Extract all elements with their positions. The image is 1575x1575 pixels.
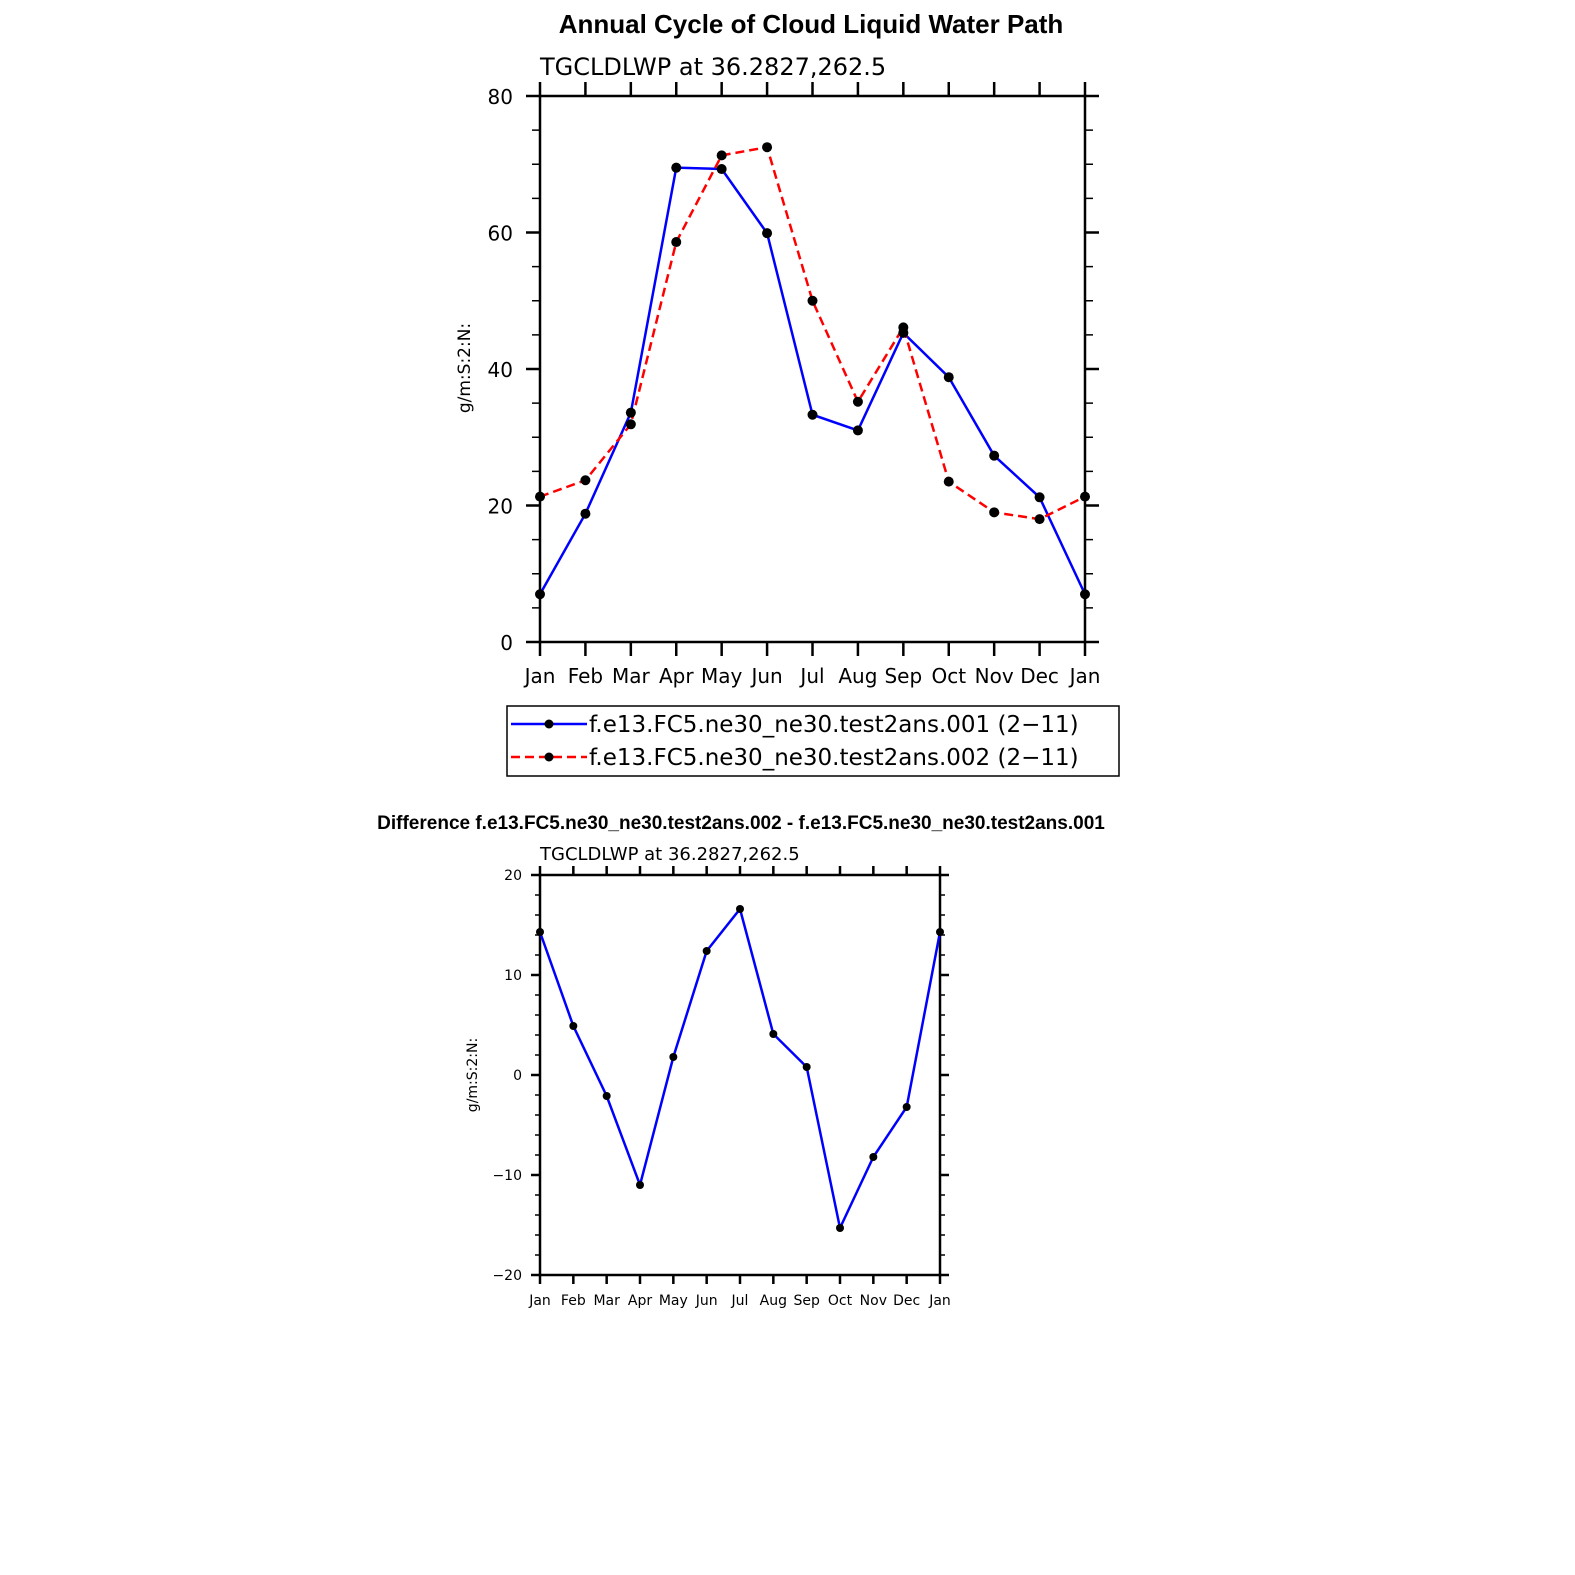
legend-marker-series1 <box>545 720 554 729</box>
data-point-series2 <box>898 322 908 332</box>
chart1 <box>455 9 1119 776</box>
chart1-x-tick-labels <box>523 664 1101 688</box>
data-point-series2 <box>853 397 863 407</box>
data-point-series2 <box>1080 492 1090 502</box>
x-tick-label: Jul <box>800 664 825 688</box>
chart1-legend <box>507 706 1119 776</box>
data-point-series2 <box>944 477 954 487</box>
data-point-series1 <box>671 163 681 173</box>
data-point-series2 <box>762 142 772 152</box>
x-tick-label: Aug <box>838 664 878 688</box>
data-point-series1 <box>580 509 590 519</box>
x-tick-label: Jan <box>1069 664 1101 688</box>
chart1-ticks <box>526 82 1099 656</box>
data-point-series2 <box>626 419 636 429</box>
y-tick-label: 20 <box>487 494 513 519</box>
y-tick-label: −10 <box>492 1168 522 1184</box>
x-tick-label: Feb <box>567 664 604 688</box>
data-point-series2 <box>989 507 999 517</box>
x-tick-label: Jan <box>529 1293 551 1309</box>
data-point-series1 <box>762 228 772 238</box>
chart1-subtitle: TGCLDLWP at 36.2827,262.5 <box>540 53 887 81</box>
x-tick-label: Aug <box>759 1293 788 1309</box>
x-tick-label: Dec <box>893 1293 921 1309</box>
x-tick-label: May <box>658 1293 688 1309</box>
y-tick-label: 0 <box>500 631 513 655</box>
x-tick-label: Jun <box>751 664 783 688</box>
x-tick-label: Feb <box>560 1293 586 1309</box>
data-point-series1 <box>803 1063 811 1071</box>
chart2-ticks <box>531 866 949 1284</box>
series-line-1 <box>540 168 1085 595</box>
chart1-title: Annual Cycle of Cloud Liquid Water Path <box>558 9 1064 39</box>
x-tick-label: Apr <box>627 1293 653 1309</box>
y-tick-label: 80 <box>487 85 513 109</box>
data-point-series1 <box>989 451 999 461</box>
data-point-series1 <box>717 164 727 174</box>
data-point-series1 <box>869 1153 877 1161</box>
data-point-series1 <box>536 928 544 936</box>
x-tick-label: Nov <box>974 664 1014 688</box>
data-point-series1 <box>903 1103 911 1111</box>
x-tick-label: Oct <box>931 664 967 688</box>
y-tick-label: 20 <box>504 868 522 884</box>
x-tick-label: Sep <box>884 664 923 688</box>
chart2-subtitle: TGCLDLWP at 36.2827,262.5 <box>540 844 800 865</box>
y-tick-label: 40 <box>487 358 513 382</box>
legend-label-series2: f.e13.FC5.ne30_ne30.test2ans.002 (2−11) <box>589 745 1079 771</box>
chart2 <box>377 813 1105 1309</box>
x-tick-label: Oct <box>827 1293 853 1309</box>
data-point-series1 <box>703 947 711 955</box>
data-point-series1 <box>736 905 744 913</box>
chart1-series-lines <box>540 147 1085 594</box>
data-point-series1 <box>936 928 944 936</box>
chart1-y-tick-labels <box>488 85 513 655</box>
chart1-ylabel: g/m:S:2:N: <box>455 322 475 414</box>
y-tick-label: −20 <box>492 1268 522 1284</box>
chart1-plot-frame <box>540 96 1085 642</box>
x-tick-label: Apr <box>658 664 694 688</box>
y-tick-label: 10 <box>504 968 522 984</box>
chart1-points <box>535 142 1090 599</box>
data-point-series2 <box>580 475 590 485</box>
data-point-series1 <box>603 1092 611 1100</box>
data-point-series2 <box>717 150 727 160</box>
x-tick-label: Sep <box>793 1293 820 1309</box>
x-tick-label: Mar <box>593 1293 620 1309</box>
x-tick-label: Jan <box>524 664 556 688</box>
data-point-series1 <box>535 589 545 599</box>
data-point-series2 <box>535 492 545 502</box>
data-point-series1 <box>569 1022 577 1030</box>
chart2-points <box>536 905 944 1232</box>
x-tick-label: Jan <box>929 1293 951 1309</box>
y-tick-label: 60 <box>487 221 513 246</box>
chart2-x-tick-labels <box>528 1293 951 1309</box>
x-tick-label: Dec <box>1020 664 1059 688</box>
chart2-plot-frame <box>540 875 940 1275</box>
chart2-ylabel: g/m:S:2:N: <box>465 1037 481 1113</box>
chart2-y-tick-labels <box>492 868 522 1284</box>
data-point-series2 <box>671 237 681 247</box>
x-tick-label: Jun <box>695 1293 718 1309</box>
data-point-series1 <box>769 1030 777 1038</box>
chart2-series-lines <box>540 909 940 1228</box>
x-tick-label: Jul <box>731 1293 749 1309</box>
legend-marker-series2 <box>545 753 554 762</box>
series-line-1 <box>540 909 940 1228</box>
x-tick-label: May <box>700 664 743 688</box>
chart2-title: Difference f.e13.FC5.ne30_ne30.test2ans.002 - f.e13.FC5.ne30_ne30.test2ans.001 <box>377 813 1105 834</box>
data-point-series1 <box>836 1224 844 1232</box>
data-point-series1 <box>626 408 636 418</box>
x-tick-label: Mar <box>611 664 650 688</box>
data-point-series2 <box>808 296 818 306</box>
x-tick-label: Nov <box>859 1293 887 1309</box>
data-point-series1 <box>808 410 818 420</box>
data-point-series1 <box>1080 589 1090 599</box>
data-point-series1 <box>669 1053 677 1061</box>
data-point-series2 <box>1035 514 1045 524</box>
data-point-series1 <box>636 1181 644 1189</box>
data-point-series1 <box>1035 492 1045 502</box>
data-point-series1 <box>853 425 863 435</box>
data-point-series1 <box>944 372 954 382</box>
y-tick-label: 0 <box>513 1068 522 1084</box>
legend-label-series1: f.e13.FC5.ne30_ne30.test2ans.001 (2−11) <box>589 712 1079 738</box>
